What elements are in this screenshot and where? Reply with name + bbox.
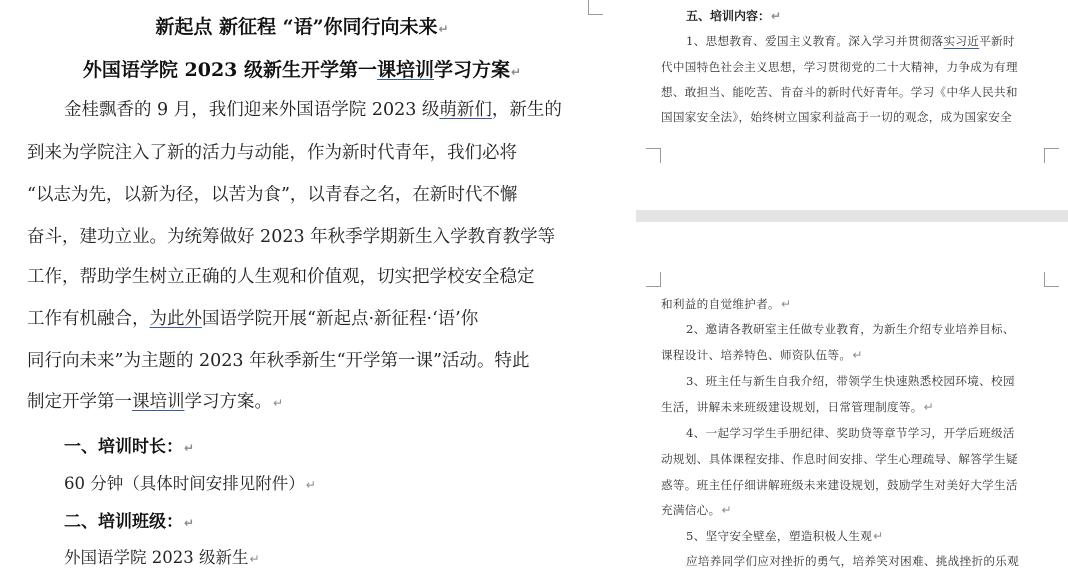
body-text-line[interactable] <box>27 347 530 372</box>
title-text: 外国语学院 2023 级新生开学第一 <box>82 59 378 81</box>
body-text-line[interactable] <box>27 388 283 413</box>
duration-text[interactable] <box>64 470 316 494</box>
content-line[interactable] <box>686 528 883 544</box>
content-line[interactable] <box>661 347 863 363</box>
content-line[interactable] <box>686 373 1015 389</box>
text-run: 动规划、具体课程安排、作息时间安排、学生心理疏导、解答学生疑 <box>661 452 1018 466</box>
content-line[interactable] <box>661 59 1018 75</box>
content-line[interactable] <box>661 451 1018 467</box>
underlined-word: 课培训 <box>132 392 185 412</box>
text-run: 金桂飘香的 9 月，我们迎来外国语学院 2023 级 <box>64 100 440 120</box>
paragraph-mark-icon: ↵ <box>249 552 260 566</box>
text-run: 和利益的自觉维护者。 <box>661 297 780 311</box>
section-heading-class[interactable] <box>64 507 194 532</box>
document-title-line-1[interactable] <box>0 12 604 39</box>
body-text-line[interactable] <box>27 263 535 288</box>
text-run: 国语学院开展“新起点·新征程·‘语’你 <box>202 309 479 329</box>
text-run: 外国语学院 2023 级新生 <box>64 548 249 567</box>
text-run: 充满信心。 <box>661 503 721 517</box>
paragraph-mark-icon: ↵ <box>873 529 884 543</box>
content-line[interactable] <box>686 33 1015 49</box>
text-run: 2、邀请各教研室主任做专业教育，为新生介绍专业培养目标、 <box>686 322 1015 336</box>
text-run: 3、班主任与新生自我介绍，带领学生快速熟悉校园环境、校园 <box>686 374 1015 388</box>
text-run: 到来为学院注入了新的活力与动能，作为新时代青年，我们必将 <box>27 143 517 163</box>
body-text-line[interactable] <box>27 181 517 206</box>
paragraph-mark-icon: ↵ <box>184 441 195 455</box>
text-run: 学习方案。 <box>184 392 272 412</box>
text-run: 代中国特色社会主义思想，学习贯彻党的二十大精神，力争成为有理 <box>661 60 1018 74</box>
content-line[interactable] <box>661 477 1018 493</box>
paragraph-mark-icon: ↵ <box>852 348 863 362</box>
title-text: 学习方案 <box>434 59 511 81</box>
title-text: 新起点 新征程 “语”你同行向未来 <box>155 16 438 38</box>
text-run: 生活，讲解未来班级建设规划，日常管理制度等。 <box>661 400 923 414</box>
text-run: 惑等。班主任仔细讲解班级未来建设规划，鼓励学生对美好大学生活 <box>661 478 1018 492</box>
paragraph-mark-icon: ↵ <box>771 9 782 23</box>
underlined-word: 萌新们 <box>439 100 492 120</box>
body-text-line[interactable] <box>27 139 517 164</box>
text-run: 60 分钟（具体时间安排见附件） <box>64 474 305 493</box>
page-corner-mark <box>1044 148 1059 163</box>
content-line[interactable] <box>661 109 1012 125</box>
text-run: 制定开学第一 <box>27 392 132 412</box>
body-text-line[interactable] <box>27 223 555 248</box>
content-line[interactable] <box>686 553 1019 569</box>
text-run: 同行向未来”为主题的 2023 年秋季新生“开学第一课”活动。特此 <box>27 351 530 371</box>
paragraph-mark-icon: ↵ <box>923 400 935 414</box>
text-run: 国国家安全法》，始终树立国家利益高于一切的观念，成为国家安全 <box>661 110 1013 124</box>
paragraph-mark-icon: ↵ <box>184 516 195 530</box>
paragraph-mark-icon: ↵ <box>721 503 732 517</box>
paragraph-mark-icon: ↵ <box>273 396 284 410</box>
text-run: 平新时 <box>979 34 1015 48</box>
body-text-line[interactable] <box>64 96 562 121</box>
underlined-word: 课培训 <box>377 59 435 81</box>
paragraph-mark-icon: ↵ <box>305 478 316 492</box>
text-run: 工作，帮助学生树立正确的人生观和价值观，切实把学校安全稳定 <box>27 267 535 287</box>
text-run: 奋斗，建功立业。为统筹做好 2023 年秋季学期新生入学教育教学等 <box>27 227 556 247</box>
underlined-word: 实习近 <box>943 34 980 48</box>
content-line[interactable] <box>661 84 1018 100</box>
text-run: 4、一起学习学生手册纪律、奖助贷等章节学习，开学后班级活 <box>686 426 1015 440</box>
paragraph-mark-icon: ↵ <box>780 297 792 311</box>
text-run: 1、思想教育、爱国主义教育。深入学习并贯彻落 <box>686 34 944 48</box>
content-line[interactable] <box>686 425 1015 441</box>
content-line[interactable] <box>661 399 934 415</box>
text-run: 工作有机融合， <box>27 309 150 329</box>
paragraph-mark-icon: ↵ <box>438 22 449 36</box>
content-line[interactable] <box>661 296 791 312</box>
page-break-gap <box>636 210 1068 222</box>
document-title-line-2[interactable] <box>0 55 604 82</box>
pane-divider <box>604 0 636 569</box>
class-text[interactable] <box>64 544 260 568</box>
section-heading-duration[interactable] <box>64 432 194 457</box>
text-run: 想、敢担当、能吃苦、肯奋斗的新时代好青年。学习《中华人民共和 <box>661 85 1018 99</box>
content-line[interactable] <box>686 321 1015 337</box>
text-run: 应培养同学们应对挫折的勇气，培养笑对困难、挑战挫折的乐观 <box>686 554 1020 568</box>
heading-text: 二、培训班级： <box>64 512 183 532</box>
heading-text: 五、培训内容： <box>686 9 771 23</box>
text-run: 课程设计、培养特色、师资队伍等。 <box>661 348 852 362</box>
page-corner-mark <box>646 272 661 287</box>
underlined-word: 为此外 <box>149 309 202 329</box>
text-run: 5、坚守安全壁垒，塑造积极人生观 <box>686 529 873 543</box>
page-corner-mark <box>1044 272 1059 287</box>
section-heading-content[interactable] <box>686 7 781 24</box>
text-run: ，新生的 <box>491 100 562 120</box>
paragraph-mark-icon: ↵ <box>511 65 522 79</box>
text-run: “以志为先，以新为径，以苦为食”，以青春之名，在新时代不懈 <box>27 185 518 205</box>
body-text-line[interactable] <box>27 305 478 330</box>
page-corner-mark <box>646 148 661 163</box>
heading-text: 一、培训时长： <box>64 437 183 457</box>
content-line[interactable] <box>661 502 732 518</box>
